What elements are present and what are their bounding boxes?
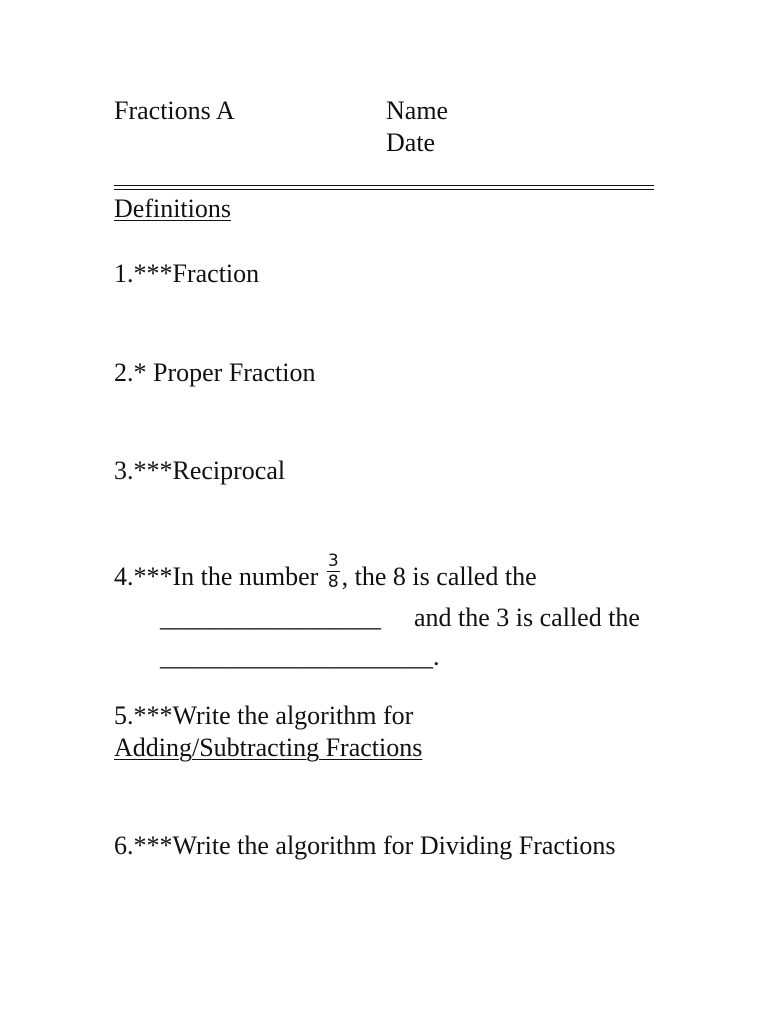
date-label: Date <box>386 128 436 157</box>
question-4-line-1 <box>114 550 537 593</box>
question-5-line-2: Adding/Subtracting Fractions <box>114 733 423 762</box>
question-2: 2.* Proper Fraction <box>114 358 316 387</box>
definitions-heading: Definitions <box>114 194 231 223</box>
question-4-middle: and the 3 is called the <box>414 603 640 632</box>
worksheet-title: Fractions A <box>114 96 235 125</box>
question-4-suffix: , the 8 is called the <box>341 562 537 591</box>
header-divider-bottom <box>114 189 654 190</box>
question-1: 1.***Fraction <box>114 259 260 288</box>
question-3: 3.***Reciprocal <box>114 456 286 485</box>
fraction-three-eighths <box>327 552 340 591</box>
question-6: 6.***Write the algorithm for Dividing Fractions <box>114 831 616 860</box>
question-4-blank-1: _________________ <box>160 603 381 632</box>
name-label: Name <box>386 96 449 125</box>
question-4-blank-2: _____________________. <box>160 642 440 671</box>
fraction-numerator: 3 <box>327 550 339 571</box>
header-divider-top <box>114 185 654 186</box>
question-5-line-1: 5.***Write the algorithm for <box>114 701 414 730</box>
fraction-denominator: 8 <box>327 571 339 592</box>
question-4-prefix: 4.***In the number <box>114 562 319 591</box>
